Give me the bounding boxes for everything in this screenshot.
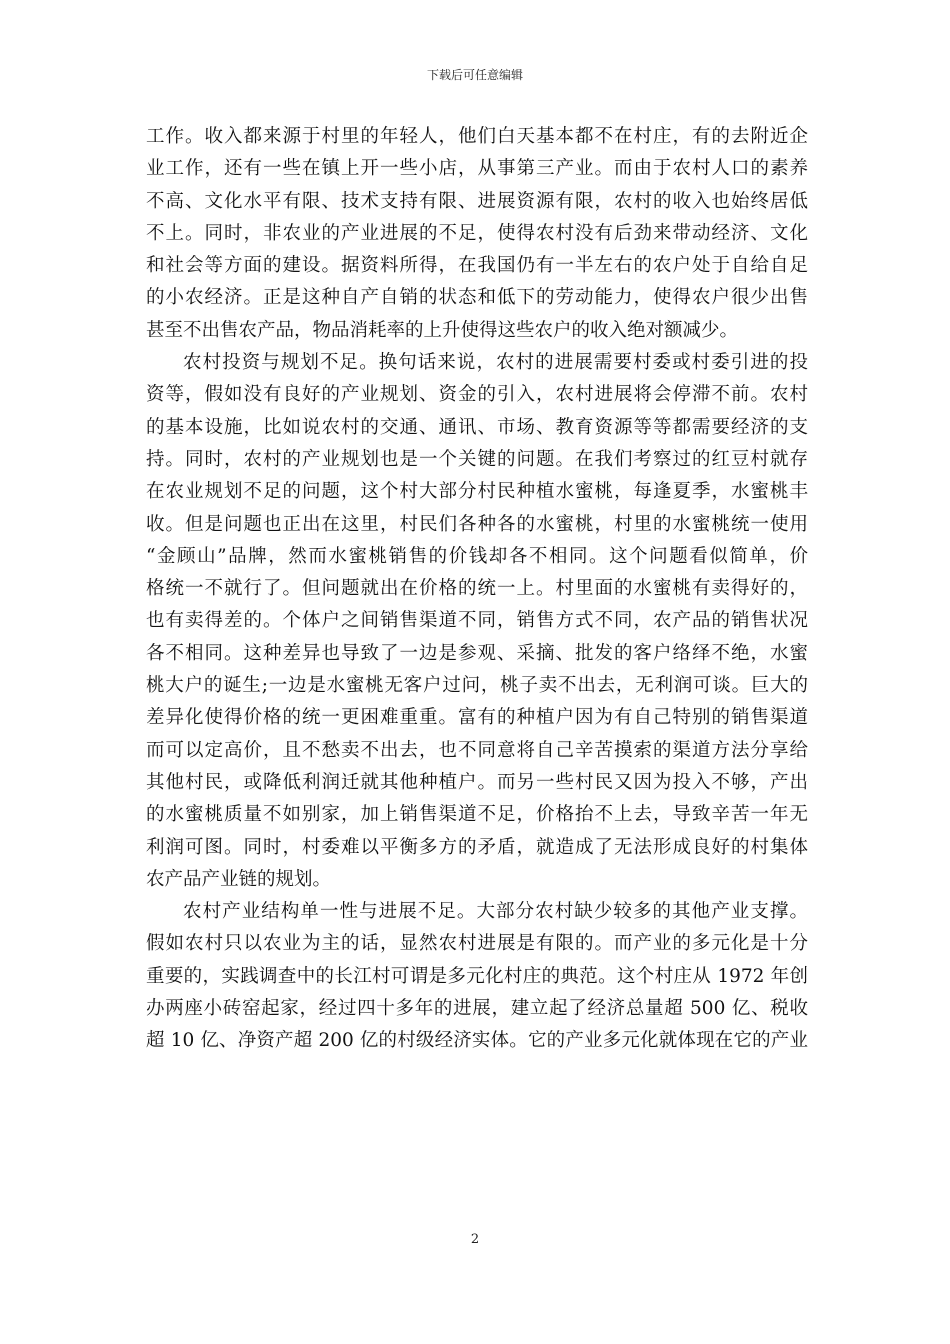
text-line: 的小农经济。正是这种自产自销的状态和低下的劳动能力，使得农户很少出售: [146, 287, 808, 309]
page-header: 下载后可任意编辑: [426, 68, 523, 82]
text-line: 不上。同时，非农业的产业进展的不足，使得农村没有后劲来带动经济、文化: [146, 222, 808, 244]
paragraph: [146, 347, 808, 896]
paragraph: [146, 896, 808, 1057]
text-line: 持。同时，农村的产业规划也是一个关键的问题。在我们考察过的红豆村就存: [146, 448, 808, 470]
page-number: 2: [470, 1232, 480, 1247]
text-line: 也有卖得差的。个体户之间销售渠道不同，销售方式不同，农产品的销售状况: [146, 610, 808, 632]
text-line: 收。但是问题也正出在这里，村民们各种各的水蜜桃，村里的水蜜桃统一使用: [146, 513, 808, 535]
body-text: [146, 121, 808, 1058]
text-line: “金顾山”品牌，然而水蜜桃销售的价钱却各不相同。这个问题看似简单，价: [146, 545, 808, 567]
text-line: 利润可图。同时，村委难以平衡多方的矛盾，就造成了无法形成良好的村集体: [146, 836, 808, 858]
text-line: 农村投资与规划不足。换句话来说，农村的进展需要村委或村委引进的投: [183, 352, 808, 374]
text-line: 的基本设施，比如说农村的交通、通讯、市场、教育资源等等都需要经济的支: [146, 416, 808, 438]
text-line: 在农业规划不足的问题，这个村大部分村民种植水蜜桃，每逢夏季，水蜜桃丰: [146, 481, 808, 503]
text-line: 重要的，实践调查中的长江村可谓是多元化村庄的典范。这个村庄从 1972 年创: [146, 965, 808, 987]
text-line: 资等，假如没有良好的产业规划、资金的引入，农村进展将会停滞不前。农村: [146, 384, 808, 406]
text-line: 的水蜜桃质量不如别家，加上销售渠道不足，价格抬不上去，导致辛苦一年无: [146, 804, 808, 826]
text-line: 其他村民，或降低利润迁就其他种植户。而另一些村民又因为投入不够，产出: [146, 771, 808, 793]
text-line: 和社会等方面的建设。据资料所得，在我国仍有一半左右的农户处于自给自足: [146, 255, 808, 277]
text-line: 办两座小砖窑起家，经过四十多年的进展，建立起了经济总量超 500 亿、税收: [146, 998, 808, 1020]
text-line: 工作。收入都来源于村里的年轻人，他们白天基本都不在村庄，有的去附近企: [146, 126, 808, 147]
text-line: 农产品产业链的规划。: [146, 868, 332, 890]
text-line: 农村产业结构单一性与进展不足。大部分农村缺少较多的其他产业支撑。: [183, 901, 808, 923]
text-line: 差异化使得价格的统一更困难重重。富有的种植户因为有自己特别的销售渠道: [146, 707, 808, 729]
text-line: 甚至不出售农产品，物品消耗率的上升使得这些农户的收入绝对额减少。: [146, 319, 739, 341]
text-line: 而可以定高价，且不愁卖不出去，也不同意将自己辛苦摸索的渠道方法分享给: [146, 739, 808, 761]
text-line: 超 10 亿、净资产超 200 亿的村级经济实体。它的产业多元化就体现在它的产业: [146, 1030, 808, 1052]
text-line: 格统一不就行了。但问题就出在价格的统一上。村里面的水蜜桃有卖得好的，: [146, 578, 808, 600]
paragraph: [146, 121, 808, 347]
text-line: 各不相同。这种差异也导致了一边是参观、采摘、批发的客户络绎不绝，水蜜: [146, 642, 808, 664]
text-line: 桃大户的诞生;一边是水蜜桃无客户过问，桃子卖不出去，无利润可谈。巨大的: [146, 675, 808, 697]
text-line: 业工作，还有一些在镇上开一些小店，从事第三产业。而由于农村人口的素养: [146, 158, 808, 180]
text-line: 假如农村只以农业为主的话，显然农村进展是有限的。而产业的多元化是十分: [146, 933, 808, 955]
text-line: 不高、文化水平有限、技术支持有限、进展资源有限，农村的收入也始终居低: [146, 190, 808, 212]
